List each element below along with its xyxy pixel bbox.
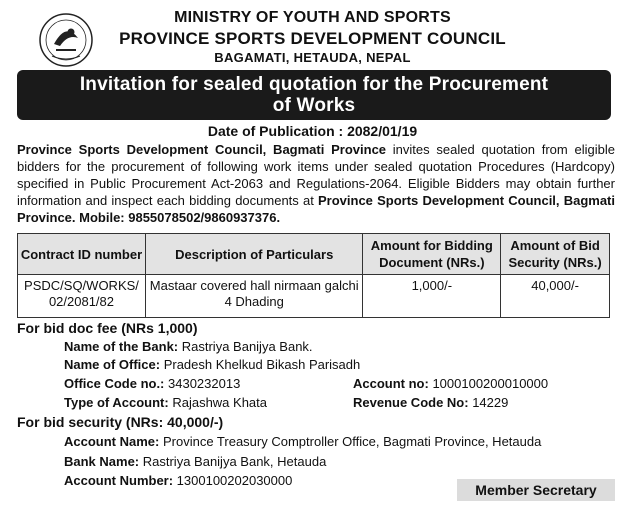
account-type-label: Type of Account: bbox=[64, 395, 169, 410]
cell-bid-security: 40,000/- bbox=[501, 275, 610, 318]
revenue-code-label: Revenue Code No: bbox=[353, 395, 469, 410]
col-description: Description of Particulars bbox=[145, 234, 362, 275]
cell-contract-id: PSDC/SQ/WORKS/ 02/2081/82 bbox=[18, 275, 146, 318]
account-no-label: Account no: bbox=[353, 376, 429, 391]
bank-name-value: Rastriya Banijya Bank. bbox=[178, 339, 313, 354]
ministry-title: MINISTRY OF YOUTH AND SPORTS bbox=[174, 9, 451, 26]
security-bank-name-row bbox=[64, 454, 326, 469]
bid-doc-fee-title: For bid doc fee (NRs 1,000) bbox=[17, 320, 198, 336]
account-type-row bbox=[64, 395, 267, 410]
intro-paragraph bbox=[17, 141, 615, 226]
bid-items-table bbox=[17, 233, 610, 318]
publication-date: Date of Publication : 2082/01/19 bbox=[207, 123, 418, 139]
col-doc-amount: Amount for Bidding Document (NRs.) bbox=[363, 234, 501, 275]
account-type-value: Rajashwa Khata bbox=[168, 395, 267, 410]
cell-doc-amount: 1,000/- bbox=[363, 275, 501, 318]
security-account-name-label: Account Name: bbox=[64, 434, 160, 449]
account-no-value: 1000100200010000 bbox=[428, 376, 549, 391]
council-title: PROVINCE SPORTS DEVELOPMENT COUNCIL bbox=[119, 29, 506, 48]
banner-line-1: Invitation for sealed quotation for the Procurement bbox=[79, 74, 549, 95]
office-name-value: Pradesh Khelkud Bikash Parisadh bbox=[160, 357, 361, 372]
council-address: BAGAMATI, HETAUDA, NEPAL bbox=[214, 50, 411, 65]
bank-name-label: Name of the Bank: bbox=[64, 339, 179, 354]
notice-banner bbox=[17, 70, 611, 120]
table-header-row bbox=[18, 234, 610, 275]
office-code-row bbox=[64, 376, 240, 391]
security-account-name-row bbox=[64, 434, 541, 449]
intro-org-contact: Province Sports Development Council, Bagmati Province. Mobile: 9855078502/9860937376. bbox=[17, 193, 615, 225]
office-code-label: Office Code no.: bbox=[64, 376, 165, 391]
intro-org: Province Sports Development Council, Bagmati Province bbox=[17, 142, 387, 157]
banner-line-2: of Works bbox=[272, 95, 356, 116]
security-account-name-value: Province Treasury Comptroller Office, Bagmati Province, Hetauda bbox=[159, 434, 542, 449]
security-account-number-label: Account Number: bbox=[64, 473, 174, 488]
cell-description: Mastaar covered hall nirmaan galchi 4 Dhading bbox=[145, 275, 362, 318]
revenue-code-row bbox=[353, 395, 508, 410]
account-no-row bbox=[353, 376, 548, 391]
office-code-value: 3430232013 bbox=[164, 376, 241, 391]
office-name-label: Name of Office: bbox=[64, 357, 161, 372]
security-bank-name-value: Rastriya Banijya Bank, Hetauda bbox=[139, 454, 327, 469]
col-contract-id: Contract ID number bbox=[18, 234, 146, 275]
security-account-number-value: 1300100202030000 bbox=[173, 473, 293, 488]
bank-name-row bbox=[64, 339, 313, 354]
intro-text: invites sealed quotation from eligible bidders for the procurement of following work items under sealed quotation Procedures (Hardcopy) specified in Public Procurement Act-2063 and Regulations-2064. Eligible Bidders may obtain further information and inspect each bidding documents at bbox=[17, 142, 615, 208]
office-name-row bbox=[64, 357, 360, 372]
bid-security-title: For bid security (NRs: 40,000/-) bbox=[17, 414, 224, 430]
signatory-title: Member Secretary bbox=[457, 479, 615, 501]
col-bid-security: Amount of Bid Security (NRs.) bbox=[501, 234, 610, 275]
security-bank-name-label: Bank Name: bbox=[64, 454, 140, 469]
table-row bbox=[18, 275, 610, 318]
security-account-number-row bbox=[64, 473, 292, 488]
revenue-code-value: 14229 bbox=[468, 395, 509, 410]
